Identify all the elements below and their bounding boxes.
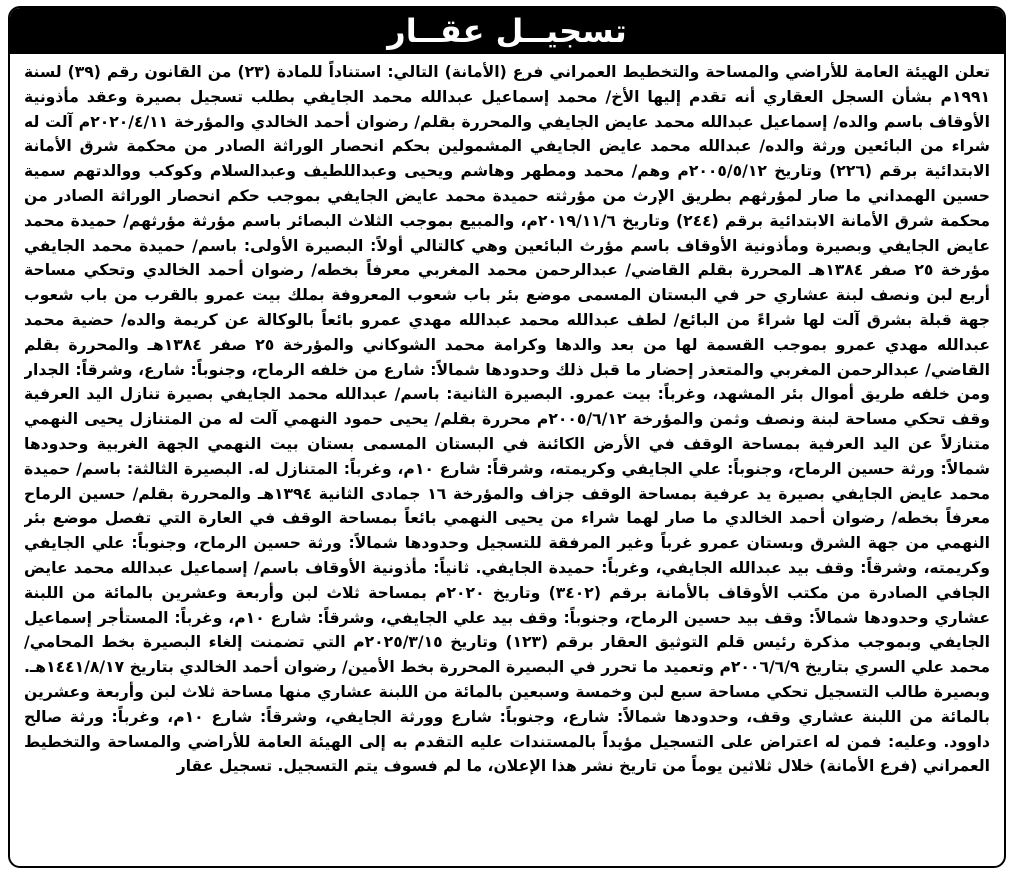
notice-body: تعلن الهيئة العامة للأراضي والمساحة والتخطيط العمراني فرع (الأمانة) التالي: استناداً للمادة (٢٣) من القانون رقم (٣٩) لسنة ١٩٩١م بشأن السجل العقاري أنه تقدم إليها الأخ/ محمد إسماعيل عبدالله محمد الجايفي بطلب تسجيل بصيرة وعقد مأذونية الأوقاف باسم والده/ إسماعيل عبدالله محمد عايض الجايفي والمحررة بقلم/ رضوان أحمد الخالدي والمؤرخة ٢٠٢٠/٤/١١م آلت له شراء من البائعين ورثة والده/ عبدالله محمد عايض الجايفي المشمولين بحكم انحصار الوراثة الصادر من محكمة شرق الأمانة الابتدائية برقم (٢٢٦) وتاريخ ٢٠٠٥/٥/١٢م وهم/ محمد ومطهر وهاشم ويحيى وعبداللطيف وعبدالسلام وكوكب ووالدتهم سمية حسين الهمداني ما صار لمؤرثهم بطريق الإرث من مؤرثته حميدة محمد عايض الجايفي بموجب حكم انحصار الوراثة الصادر من محكمة شرق الأمانة الابتدائية برقم (٢٤٤) وتاريخ ٢٠١٩/١١/٦م، والمبيع بموجب الثلاث البصائر باسم مؤرثة مؤرثهم/ حميدة محمد عايض الجايفي وبصيرة ومأذونية الأوقاف باسم مؤرث البائعين وهي كالتالي أولاً: البصيرة الأولى: باسم/ حميدة محمد الجايفي مؤرخة ٢٥ صفر ١٣٨٤هـ المحررة بقلم القاضي/ عبدالرحمن محمد المغربي معرفاً بخطه/ رضوان أحمد الخالدي وتحكي مساحة أربع لبن ونصف لبنة عشاري حر في البستان المسمى موضع بئر باب شعوب المعروفة بملك بيت عمرو بالقرب من باب شعوب جهة قبلة بشرق آلت لها شراءً من البائع/ لطف عبدالله محمد عبدالله مهدي عمرو بائعاً بالوكالة عن كريمة والده/ حضية محمد عبدالله مهدي عمرو بموجب القسمة لها من بعد والدها وكرامة محمد الشوكاني والمؤرخة ٢٥ صفر ١٣٨٤هـ والمحررة بقلم القاضي/ عبدالرحمن المغربي والمتعذر إحضار ما قبل ذلك وحدودها شمالاً: شارع من خلفه الرماح، وجنوباً: شارع، وشرقاً: الجدار ومن خلفه طريق أموال بئر المشهد، وغرباً: بيت عمرو. البصيرة الثانية: باسم/ عبدالله محمد الجايفي بصيرة تنازل اليد العرفية وقف تحكي مساحة لبنة ونصف وثمن والمؤرخة ٢٠٠٥/٦/١٢م محررة بقلم/ يحيى حمود النهمي آلت له من المتنازل يحيى النهمي متنازلاً عن اليد العرفية بمساحة الوقف في الأرض الكائنة في البستان المسمى بستان بيت النهمي الجهة الغربية وحدودها شمالاً: ورثة حسين الرماح، وجنوباً: علي الجايفي وكريمته، وشرقاً: شارع ١٠م، وغرباً: المتنازل له. البصيرة الثالثة: باسم/ حميدة محمد عايض الجايفي بصيرة يد عرفية بمساحة الوقف جزاف والمؤرخة ١٦ جمادى الثانية ١٣٩٤هـ والمحررة بقلم/ حسين الرماح معرفاً بخطه/ رضوان أحمد الخالدي ما صار لهما شراء من يحيى النهمي بائعاً بمساحة الوقف في العارة التي تفصل موضع بئر النهمي من جهة الشرق وبستان عمرو غرباً وغير المرفقة للتسجيل وحدودها شمالاً: ورثة حسين الرماح، وجنوباً: علي الجايفي وكريمته، وشرقاً: وقف بيد عبدالله الجايفي، وغرباً: حميدة الجايفي. ثانياً: مأذونية الأوقاف باسم/ إسماعيل عبدالله محمد عايض الجافي الصادرة من مكتب الأوقاف بالأمانة برقم (٣٤٠٢) وتاريخ ٢٠٢٠م بمساحة ثلاث لبن وأربعة وعشرين بالمائة من اللبنة عشاري وحدودها شمالاً: وقف بيد حسين الرماح، وجنوباً: وقف بيد علي الجايفي، وشرقاً: شارع ١٠م، وغرباً: المستأجر إسماعيل الجايفي وبموجب مذكرة رئيس قلم التوثيق العقار برقم (١٢٣) وتاريخ ٢٠٢٥/٣/١٥م التي تضمنت إلغاء البصيرة بخط المحامي/ محمد علي السري بتاريخ ٢٠٠٦/٦/٩م وتعميد ما تحرر في البصيرة المحررة بخط الأمين/ رضوان أحمد الخالدي بتاريخ ١٤٤١/٨/١٧هـ. وبصيرة طالب التسجيل تحكي مساحة سبع لبن وخمسة وسبعين بالمائة من اللبنة عشاري منها مساحة ثلاث لبن وأربعة وعشرين بالمائة من اللبنة عشاري وقف، وحدودها شمالاً: شارع، وجنوباً: شارع وورثة الجايفي، وشرقاً: شارع ١٠م، وغرباً: ورثة صالح داوود. وعليه: فمن له اعتراض على التسجيل مؤيداً بالمستندات عليه التقدم به إلى الهيئة العامة للأراضي والمساحة والتخطيط العمراني (فرع الأمانة) خلال ثلاثين يوماً من تاريخ نشر هذا الإعلان، ما لم فسوف يتم التسجيل. تسجيل عقار — [24, 63, 990, 776]
title-bar — [10, 8, 1004, 54]
notice-frame — [8, 6, 1006, 868]
notice-title: تسجيــل عقــار — [387, 12, 627, 50]
